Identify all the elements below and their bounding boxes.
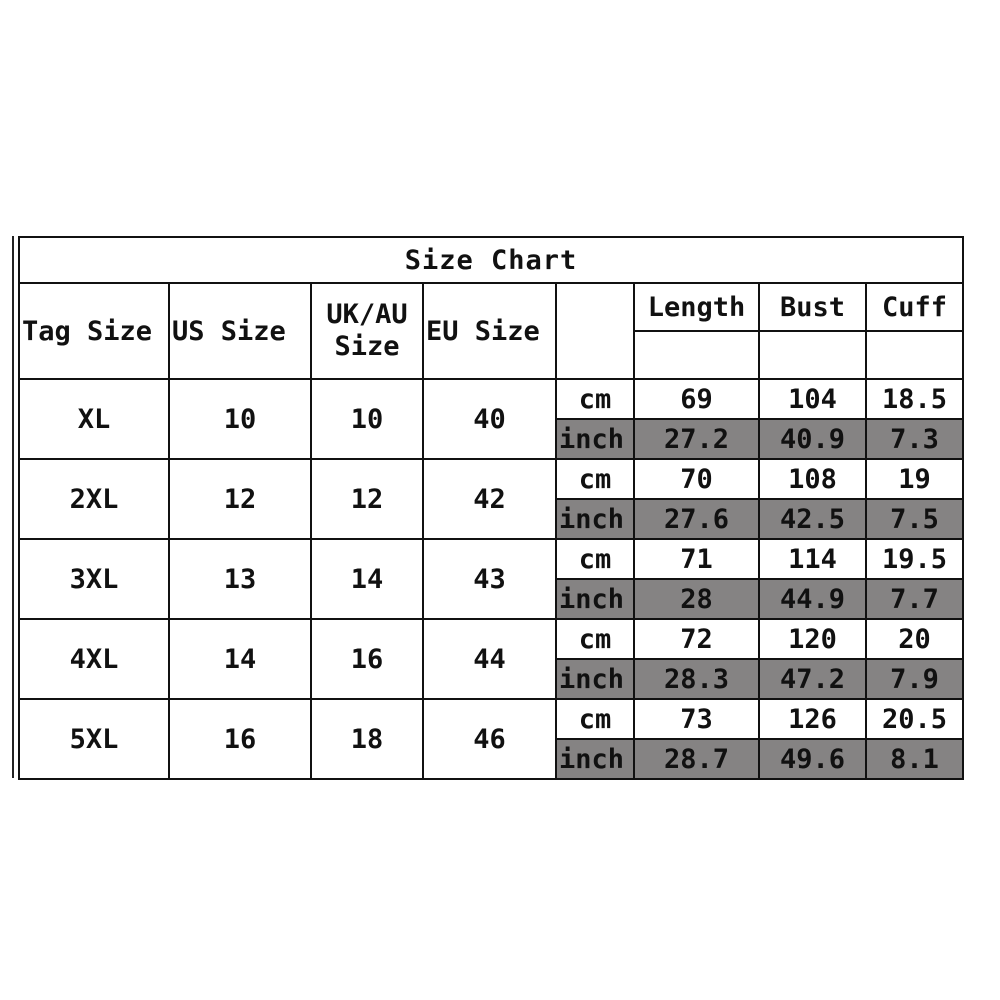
us-size-cell: 12 — [169, 459, 311, 539]
unit-inch-label: inch — [556, 659, 634, 699]
unit-inch-label: inch — [556, 419, 634, 459]
us-size-cell: 10 — [169, 379, 311, 459]
unit-cm-label: cm — [556, 619, 634, 659]
uk-au-size-cell: 16 — [311, 619, 423, 699]
length-cm-cell: 71 — [634, 539, 759, 579]
unit-inch-label: inch — [556, 739, 634, 779]
size-chart-table — [18, 236, 964, 780]
table-row-cm — [19, 539, 963, 579]
uk-au-size-cell: 14 — [311, 539, 423, 619]
length-inch-cell: 28.3 — [634, 659, 759, 699]
cuff-cm-cell: 19 — [866, 459, 963, 499]
us-size-cell: 13 — [169, 539, 311, 619]
cuff-inch-cell: 7.3 — [866, 419, 963, 459]
eu-size-cell: 46 — [423, 699, 556, 779]
header-tag-size: Tag Size — [19, 283, 169, 379]
header-cuff: Cuff — [866, 283, 963, 331]
length-cm-cell: 70 — [634, 459, 759, 499]
unit-cm-label: cm — [556, 379, 634, 419]
table-row-cm — [19, 459, 963, 499]
length-inch-cell: 28 — [634, 579, 759, 619]
us-size-cell: 14 — [169, 619, 311, 699]
bust-inch-cell: 40.9 — [759, 419, 866, 459]
chart-title: Size Chart — [19, 237, 963, 283]
header-bust-blank — [759, 331, 866, 379]
header-bust: Bust — [759, 283, 866, 331]
cuff-inch-cell: 8.1 — [866, 739, 963, 779]
header-length-blank — [634, 331, 759, 379]
bust-cm-cell: 120 — [759, 619, 866, 659]
header-unit-blank — [556, 283, 634, 379]
uk-au-size-cell: 10 — [311, 379, 423, 459]
unit-cm-label: cm — [556, 459, 634, 499]
length-cm-cell: 69 — [634, 379, 759, 419]
bust-inch-cell: 49.6 — [759, 739, 866, 779]
cuff-inch-cell: 7.7 — [866, 579, 963, 619]
eu-size-cell: 40 — [423, 379, 556, 459]
header-cuff-blank — [866, 331, 963, 379]
unit-cm-label: cm — [556, 699, 634, 739]
tag-size-cell: XL — [19, 379, 169, 459]
uk-au-size-cell: 18 — [311, 699, 423, 779]
bust-cm-cell: 108 — [759, 459, 866, 499]
unit-inch-label: inch — [556, 579, 634, 619]
bust-inch-cell: 44.9 — [759, 579, 866, 619]
header-eu-size: EU Size — [423, 283, 556, 379]
length-cm-cell: 73 — [634, 699, 759, 739]
bust-inch-cell: 47.2 — [759, 659, 866, 699]
table-row-cm — [19, 379, 963, 419]
cuff-cm-cell: 20 — [866, 619, 963, 659]
tag-size-cell: 4XL — [19, 619, 169, 699]
length-inch-cell: 27.2 — [634, 419, 759, 459]
cuff-cm-cell: 18.5 — [866, 379, 963, 419]
uk-au-size-cell: 12 — [311, 459, 423, 539]
length-inch-cell: 28.7 — [634, 739, 759, 779]
header-uk-au-size — [311, 283, 423, 379]
left-edge-line — [12, 236, 14, 778]
bust-inch-cell: 42.5 — [759, 499, 866, 539]
tag-size-cell: 2XL — [19, 459, 169, 539]
cuff-inch-cell: 7.9 — [866, 659, 963, 699]
bust-cm-cell: 114 — [759, 539, 866, 579]
length-cm-cell: 72 — [634, 619, 759, 659]
header-uk-au-line2: Size — [334, 331, 400, 362]
eu-size-cell: 44 — [423, 619, 556, 699]
cuff-cm-cell: 20.5 — [866, 699, 963, 739]
unit-cm-label: cm — [556, 539, 634, 579]
cuff-cm-cell: 19.5 — [866, 539, 963, 579]
tag-size-cell: 3XL — [19, 539, 169, 619]
eu-size-cell: 42 — [423, 459, 556, 539]
tag-size-cell: 5XL — [19, 699, 169, 779]
eu-size-cell: 43 — [423, 539, 556, 619]
us-size-cell: 16 — [169, 699, 311, 779]
table-row-cm — [19, 619, 963, 659]
length-inch-cell: 27.6 — [634, 499, 759, 539]
header-us-size: US Size — [169, 283, 311, 379]
unit-inch-label: inch — [556, 499, 634, 539]
table-row-cm — [19, 699, 963, 739]
cuff-inch-cell: 7.5 — [866, 499, 963, 539]
header-length: Length — [634, 283, 759, 331]
bust-cm-cell: 126 — [759, 699, 866, 739]
header-uk-au-line1: UK/AU — [326, 299, 408, 330]
bust-cm-cell: 104 — [759, 379, 866, 419]
